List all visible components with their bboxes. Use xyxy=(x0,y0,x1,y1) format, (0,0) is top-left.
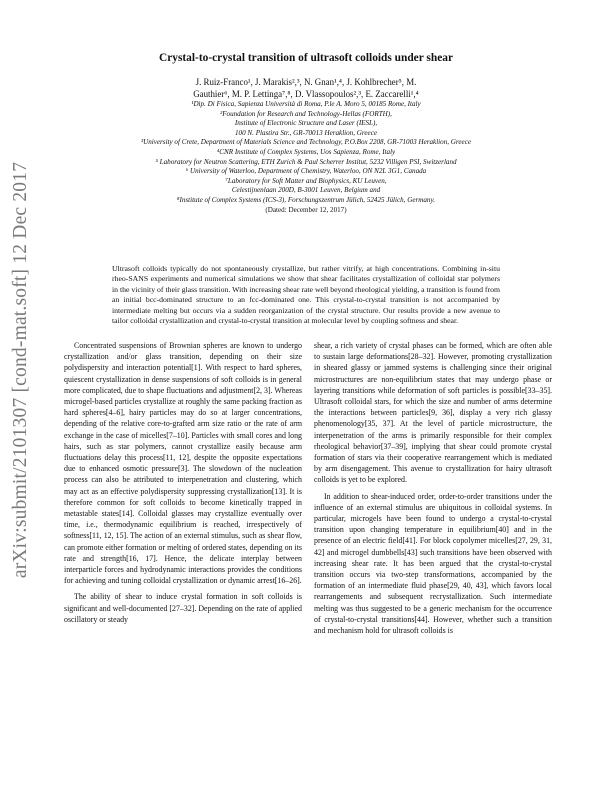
affiliation: ¹Dip. Di Fisica, Sapienza Università di Roma, P.le A. Moro 5, 00185 Rome, Italy xyxy=(191,100,421,108)
date-line: (Dated: December 12, 2017) xyxy=(265,205,347,214)
abstract: Ultrasoft colloids typically do not spontaneously crystallize, but rather vitrify, at high concentrations. Combining in-situ rheo-SANS experiments and numerical simulations we show that shear facilitates crystallization of colloidal star polymers in the vicinity of their glass transition. With increasing shear rate well beyond rheological yielding, a transition is found from an initial bcc-dominated structure to an fcc-dominated one. This crystal-to-crystal transition is not accompanied by intermediate melting but occurs via a sudden reorganization of the crystal structure. Our results provide a new avenue to tailor colloidal crystallization and crystal-to-crystal transition at molecular level by coupling softness and shear. xyxy=(112,264,500,326)
arxiv-identifier: arXiv:submit/2101307 [cond-mat.soft] 12 Dec 2017 xyxy=(10,161,31,579)
affiliation-list xyxy=(40,100,572,215)
body-paragraph: The ability of shear to induce crystal formation in soft colloids is significant and well-documented [27–32]. Depending on the rate of applied oscillatory or steady xyxy=(64,592,302,624)
affiliation: ²Foundation for Research and Technology-Hellas (FORTH), xyxy=(220,109,392,118)
affiliation: Institute of Electronic Structure and Laser (IESL), xyxy=(234,119,378,128)
affiliation: ⁸Institute of Complex Systems (ICS-3), Forschungszentrum Jülich, 52425 Jülich, Germany. xyxy=(177,195,435,204)
affiliation: Celestijnenlaan 200D, B-3001 Leuven, Belgium and xyxy=(231,186,381,195)
affiliation: ⁵ Laboratory for Neutron Scattering, ETH Zurich & Paul Scherrer Institut, 5232 Villigen PSI, Switzerland xyxy=(155,157,457,166)
author-list xyxy=(80,76,532,100)
affiliation: ⁴CNR Institute of Complex Systems, Uos Sapienza, Rome, Italy xyxy=(216,147,396,156)
author-line: Gauthier⁶, M. P. Lettinga⁷,⁸, D. Vlassopoulos²,³, E. Zaccarelli¹,⁴ xyxy=(193,89,419,99)
body-paragraph: shear, a rich variety of crystal phases can be formed, which are often able to sustain large deformations[28–32]. However, promoting crystallization in sheared glassy or jammed systems is challenging since their original microstructures are non-equilibrium states that may undergo phase or layering transitions while deformation of soft particles is possible[33–35]. Ultrasoft colloidal stars, for which the size and number of arms determine the interactions between particles[9, 36], display a very rich glassy phenomenology[35, 37]. At the level of particle microstructure, the interpenetration of the arms is primarily responsible for their complex rheological behavior[37–39], implying that shear could promote crystal formation of stars via their cooperative rearrangement which is mediated by arm disengagement. This avenue to crystallization for hairy ultrasoft colloids is yet to be explored. xyxy=(314,341,552,485)
body-column-left xyxy=(64,340,302,785)
arxiv-sidebar-stamp xyxy=(6,130,36,610)
body-column-right xyxy=(314,340,552,785)
affiliation: ⁶ University of Waterloo, Department of Chemistry, Waterloo, ON N2L 3G1, Canada xyxy=(185,167,427,176)
affiliation: 100 N. Plastira Str., GR-70013 Heraklion, Greece xyxy=(235,128,377,137)
body-paragraph: In addition to shear-induced order, order-to-order transitions under the influence of an external stimulus are ubiquitous in colloidal systems. In particular, microgels have been found to undergo a crystal-to-crystal transition upon changing temperature in equilibrium[40] and in the presence of an electric field[41]. For block copolymer micelles[27, 29, 31, 42] and microgel dumbbells[43] such transitions have been observed with increasing shear rate. It has been argued that the crystal-to-crystal transition occurs via two-step transformations, accompanied by the formation of an intermediate fluid phase[29, 40, 43], which favors local rearrangements and subsequent recrystallization. Such intermediate melting was thus suggested to be a generic mechanism for the occurrence of crystal-to-crystal transitions[44]. However, whether such a transition and mechanism hold for ultrasoft colloids is xyxy=(314,491,552,636)
paper-title: Crystal-to-crystal transition of ultrasoft colloids under shear xyxy=(158,52,454,64)
affiliation: ⁷Laboratory for Soft Matter and Biophysics, KU Leuven, xyxy=(225,176,387,185)
affiliation: ³University of Crete, Department of Materials Science and Technology, P.O.Box 2208, GR-71003 Heraklion, Greece xyxy=(140,138,471,147)
author-line: J. Ruiz-Franco¹, J. Marakis²,³, N. Gnan¹,⁴, J. Kohlbrecher⁵, M. xyxy=(195,77,417,87)
body-paragraph: Concentrated suspensions of Brownian spheres are known to undergo crystallization and/or glass transition, depending on their size polydispersity and interaction potential[1]. With respect to hard spheres, quiescent crystallization in dense suspensions of soft colloids is in general more complicated, due to shape fluctuations and adjustment[2, 3]. Whereas microgel-based particles crystallize at roughly the same packing fraction as hard spheres[4–6], hairy particles may do so at larger concentrations, depending of the relative core-to-grafted arm size ratio or the rate of arm exchange in the case of micelles[7–10]. Particles with small cores and long hairs, such as star polymers, cannot crystallize easily because arm fluctuations delay this process[11, 12], despite the opposite expectations due to enhanced osmotic pressure[3]. The slowdown of the nucleation process can also be attributed to interpenetration and clustering, which may act as an effective polydispersity suppressing crystallization[13]. It is therefore common for soft colloids to become kinetically trapped in metastable states[14]. Colloidal glasses may crystallize eventually over time, i.e., thermodynamic equilibrium is reached, irrespectively of softness[11, 12, 15]. The action of an external stimulus, such as shear flow, can promote either formation or melting of ordered states, depending on its rate and strength[16, 17]. Hence, the delicate interplay between interparticle forces and hydrodynamic interactions provides the conditions for achieving and tuning colloidal crystallization or dynamic arrest[16–26]. xyxy=(64,341,302,586)
